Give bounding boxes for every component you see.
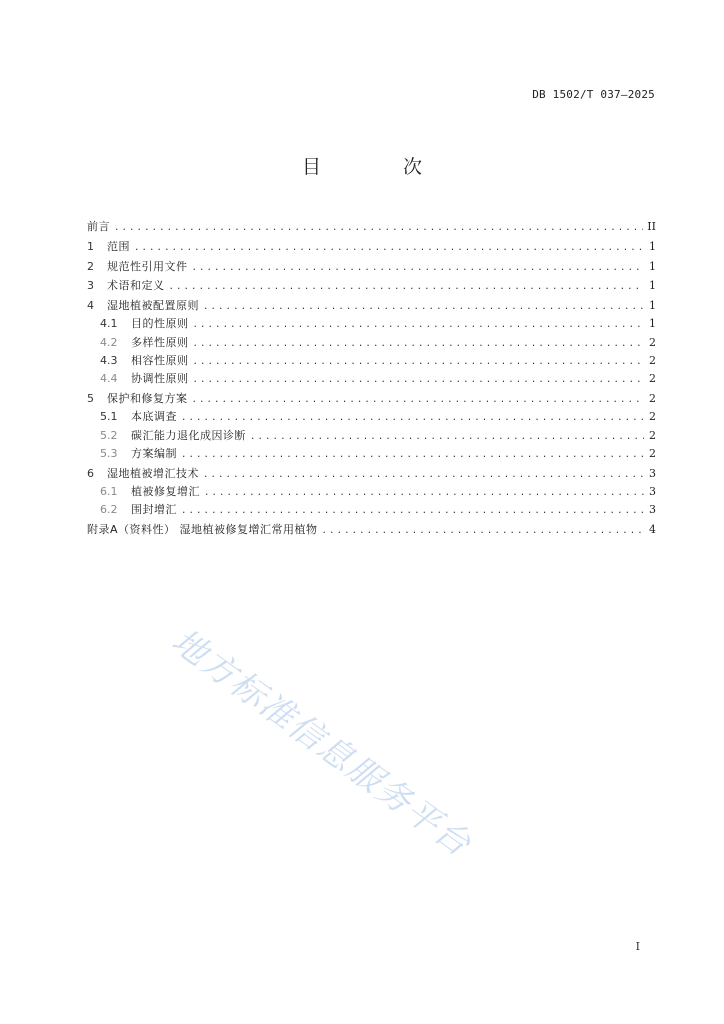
toc-entry-label: 范围 bbox=[107, 239, 130, 253]
toc-entry-page: 4 bbox=[649, 523, 656, 537]
toc-leader-dots bbox=[192, 391, 645, 409]
toc-entry[interactable] bbox=[87, 465, 656, 483]
toc-entry-label: 前言 bbox=[87, 220, 110, 233]
toc-leader-dots bbox=[193, 335, 645, 353]
toc-entry-number: 4.4 bbox=[100, 372, 118, 386]
toc-entry-label: 协调性原则 bbox=[131, 372, 189, 386]
toc-entry-label: 保护和修复方案 bbox=[107, 392, 188, 406]
toc-entry-label: 植被修复增汇 bbox=[131, 485, 200, 499]
toc-entry-number: 3 bbox=[87, 279, 94, 293]
toc-entry-number: 4.3 bbox=[100, 354, 118, 368]
toc-entry[interactable] bbox=[87, 297, 656, 315]
toc-entry-number: 1 bbox=[87, 239, 94, 253]
toc-entry-label: 湿地植被增汇技术 bbox=[107, 466, 199, 480]
toc-entry-label: 目的性原则 bbox=[131, 317, 189, 331]
toc-entry-label: 术语和定义 bbox=[107, 279, 165, 293]
toc-entry[interactable] bbox=[87, 427, 656, 445]
toc-entry-number: 6.1 bbox=[100, 485, 118, 499]
toc-entry-number: 5.1 bbox=[100, 410, 118, 424]
page-number: I bbox=[635, 940, 640, 953]
toc-leader-dots bbox=[114, 219, 643, 237]
toc-entry-page: 1 bbox=[649, 239, 656, 253]
toc-entry-page: 3 bbox=[649, 503, 656, 517]
toc-entry-number: 5.3 bbox=[100, 447, 118, 461]
toc-entry-page: II bbox=[647, 220, 656, 233]
toc-entry[interactable] bbox=[87, 258, 656, 276]
toc-entry[interactable] bbox=[87, 483, 656, 501]
toc-entry-number: 4.2 bbox=[100, 335, 118, 349]
toc-leader-dots bbox=[181, 502, 644, 520]
toc-entry[interactable] bbox=[87, 334, 656, 352]
toc-entry[interactable] bbox=[87, 501, 656, 519]
toc-entry-page: 1 bbox=[649, 317, 656, 331]
toc-entry[interactable] bbox=[87, 390, 656, 408]
watermark: 地方标准信息服务平台 bbox=[164, 621, 479, 866]
toc-entry-label: 附录A（资料性） 湿地植被修复增汇常用植物 bbox=[87, 523, 318, 537]
toc-entry-number: 4 bbox=[87, 299, 94, 313]
toc-leader-dots bbox=[169, 278, 645, 296]
toc-entry-page: 2 bbox=[649, 372, 656, 386]
toc-entry[interactable] bbox=[87, 218, 656, 236]
toc-entry-label: 湿地植被配置原则 bbox=[107, 299, 199, 313]
toc-leader-dots bbox=[250, 428, 644, 446]
toc-entry-label: 多样性原则 bbox=[131, 335, 189, 349]
toc-leader-dots bbox=[193, 316, 645, 334]
toc-entry-page: 1 bbox=[649, 279, 656, 293]
toc-entry-label: 方案编制 bbox=[131, 447, 177, 461]
toc-leader-dots bbox=[203, 298, 644, 316]
toc-entry[interactable] bbox=[87, 315, 656, 333]
toc-leader-dots bbox=[181, 446, 644, 464]
toc-entry-page: 1 bbox=[649, 299, 656, 313]
toc-leader-dots bbox=[204, 484, 644, 502]
toc-leader-dots bbox=[134, 239, 644, 257]
document-code: DB 1502/T 037—2025 bbox=[532, 88, 655, 101]
toc-entry[interactable] bbox=[87, 370, 656, 388]
toc-entry-page: 2 bbox=[649, 447, 656, 461]
toc-entry-page: 2 bbox=[649, 428, 656, 442]
toc-entry[interactable] bbox=[87, 408, 656, 426]
toc-entry[interactable] bbox=[87, 277, 656, 295]
toc-entry-page: 2 bbox=[649, 335, 656, 349]
toc-entry-number: 6.2 bbox=[100, 503, 118, 517]
toc-entry-number: 2 bbox=[87, 259, 94, 273]
toc-entry[interactable] bbox=[87, 238, 656, 256]
toc-entry-label: 本底调查 bbox=[131, 410, 177, 424]
toc-entry-number: 5.2 bbox=[100, 428, 118, 442]
toc-leader-dots bbox=[193, 371, 645, 389]
toc-leader-dots bbox=[192, 259, 645, 277]
toc-entry-page: 2 bbox=[649, 354, 656, 368]
toc-entry-page: 3 bbox=[649, 485, 656, 499]
toc-entry-label: 规范性引用文件 bbox=[107, 259, 188, 273]
toc-leader-dots bbox=[193, 353, 645, 371]
toc-entry[interactable] bbox=[87, 445, 656, 463]
toc-entry-page: 2 bbox=[649, 392, 656, 406]
toc-entry-page: 2 bbox=[649, 410, 656, 424]
toc-entry-page: 1 bbox=[649, 259, 656, 273]
toc-entry[interactable] bbox=[87, 521, 656, 539]
toc-entry-label: 碳汇能力退化成因诊断 bbox=[131, 428, 246, 442]
toc-leader-dots bbox=[181, 409, 644, 427]
toc-entry-number: 6 bbox=[87, 466, 94, 480]
toc-entry[interactable] bbox=[87, 352, 656, 370]
toc-leader-dots bbox=[203, 466, 644, 484]
toc-entry-label: 围封增汇 bbox=[131, 503, 177, 517]
toc-title: 目 次 bbox=[301, 156, 461, 178]
toc-leader-dots bbox=[322, 522, 644, 540]
toc-entry-number: 5 bbox=[87, 392, 94, 406]
toc-entry-number: 4.1 bbox=[100, 317, 118, 331]
toc-entry-page: 3 bbox=[649, 466, 656, 480]
table-of-contents bbox=[87, 218, 656, 540]
toc-entry-label: 相容性原则 bbox=[131, 354, 189, 368]
